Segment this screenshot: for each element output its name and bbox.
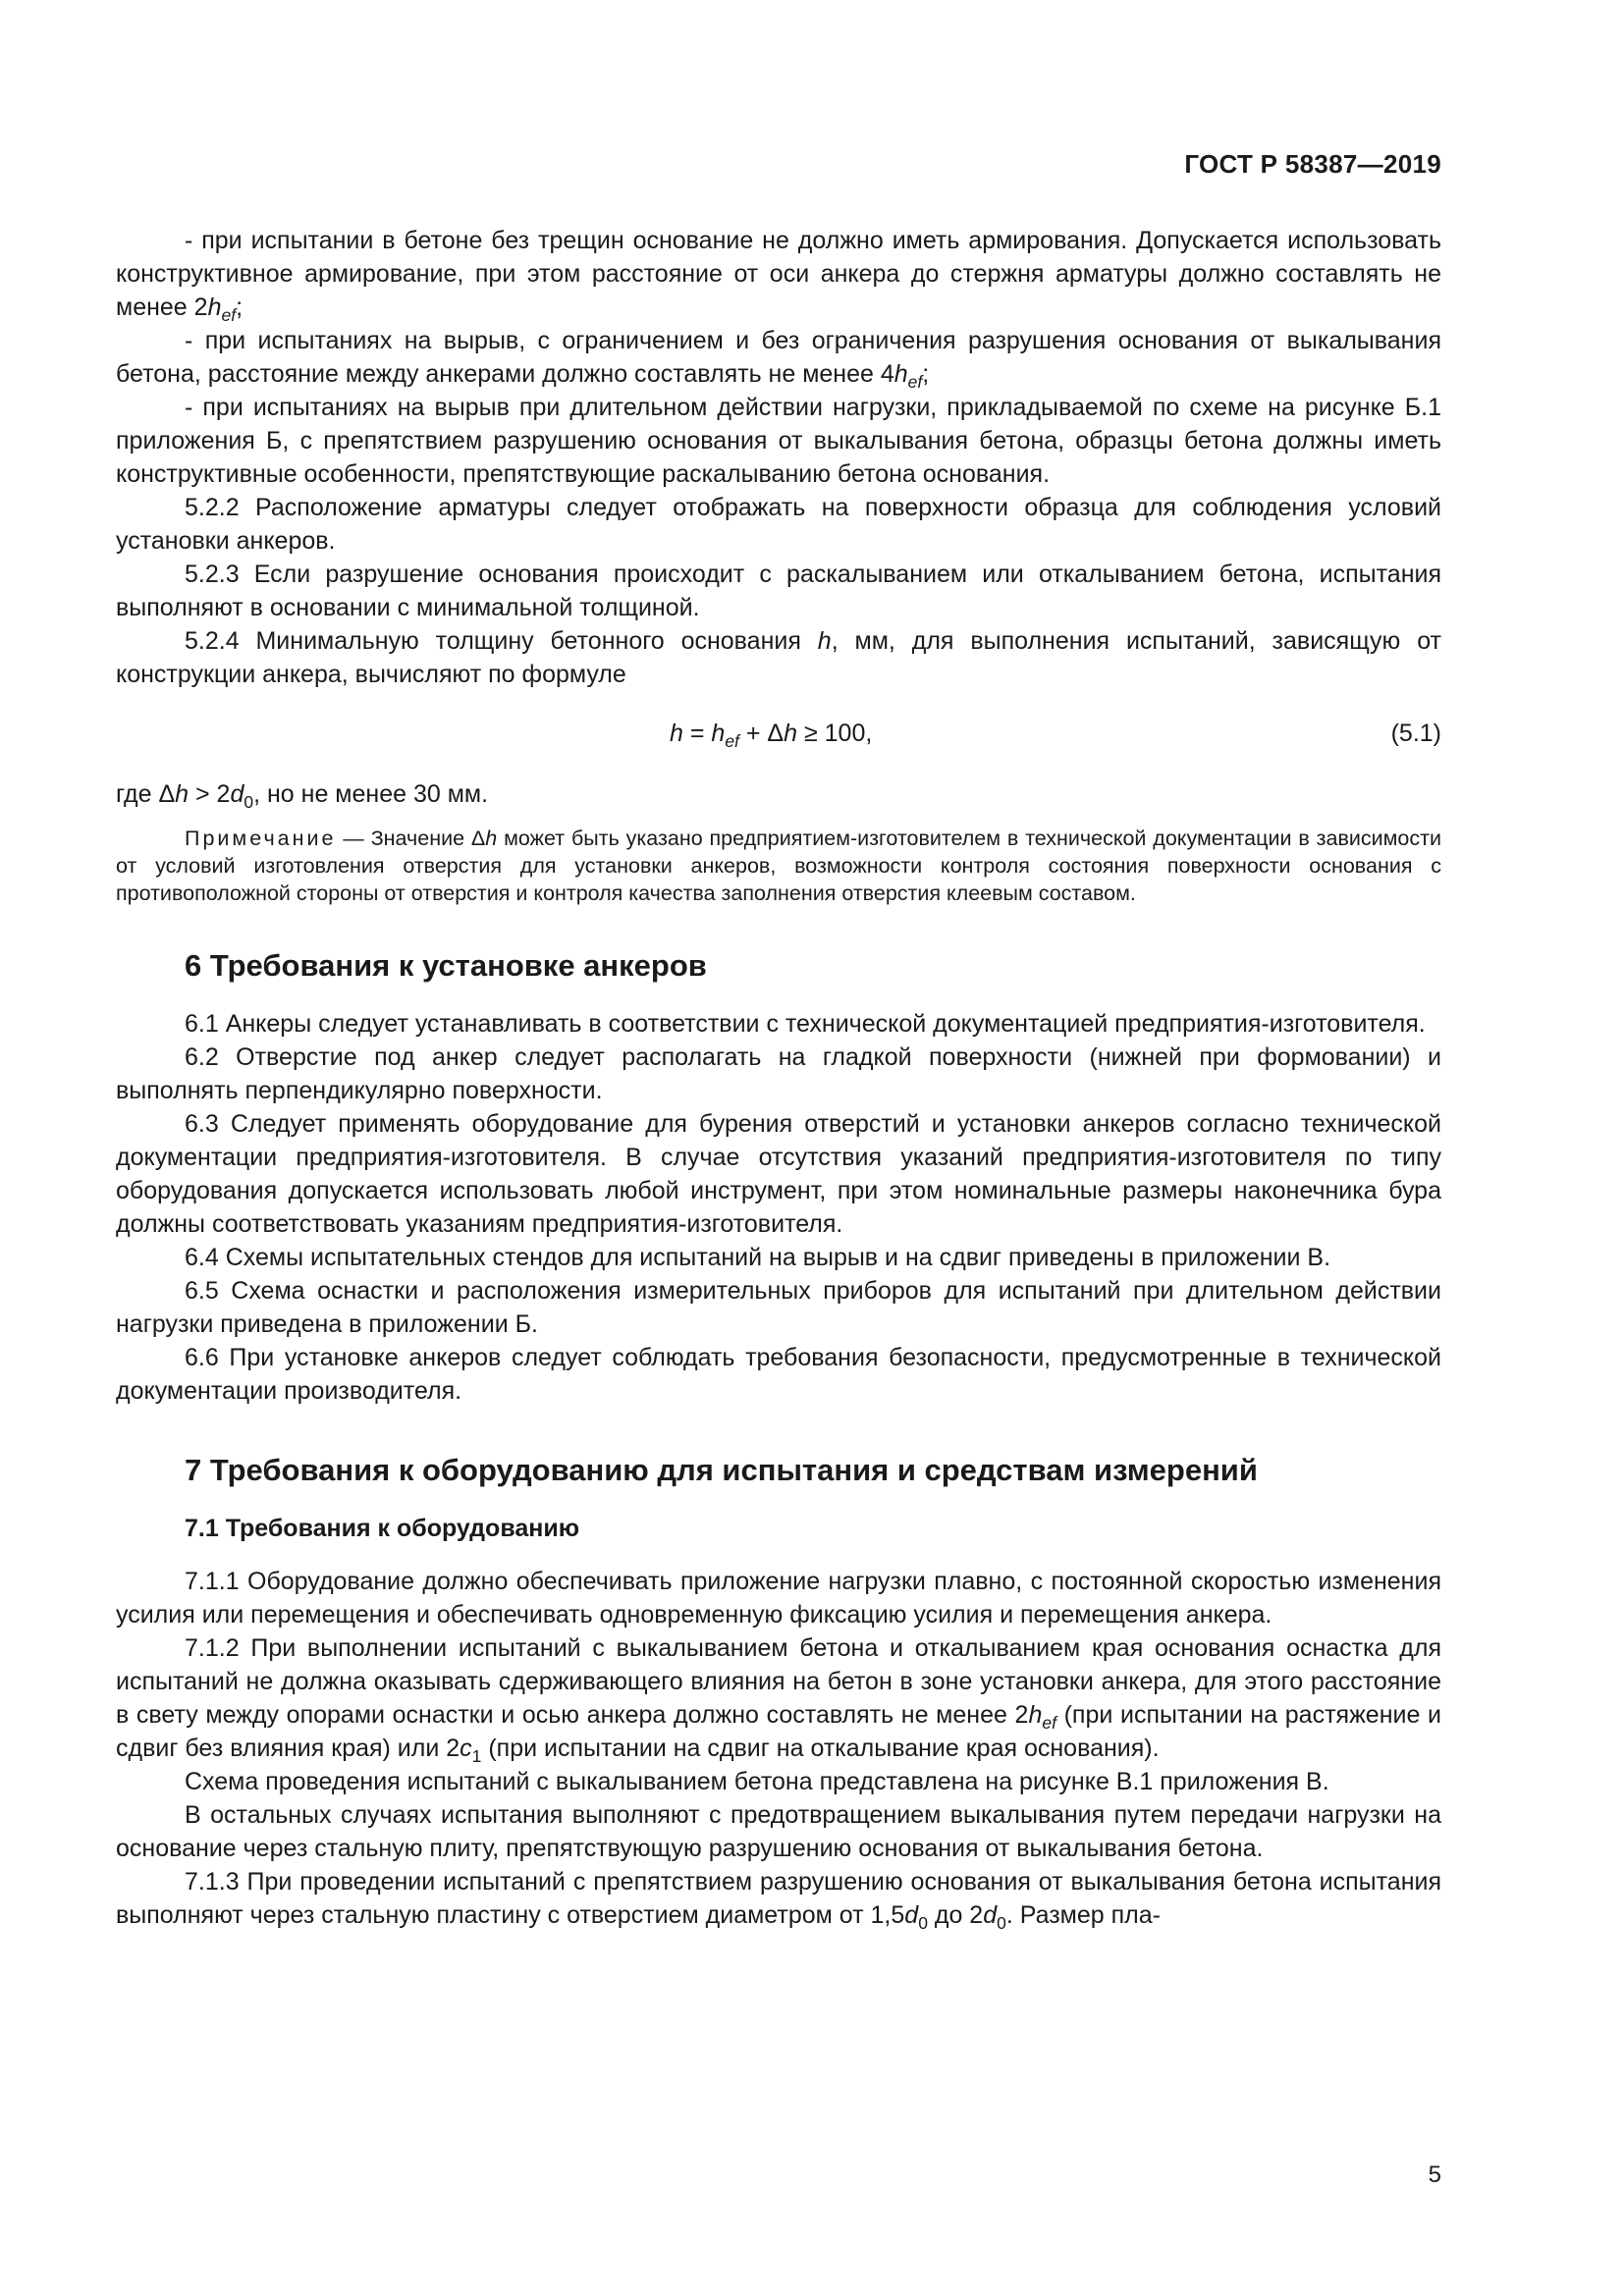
document-body	[116, 224, 1441, 1932]
paragraph-concrete-no-cracks: - при испытании в бетоне без трещин основание не должно иметь армирования. Допускается использовать конструктивное армирование, при этом расстояние от оси анкера до стержня арматуры должно составлять не менее $2h_{ef}$;	[116, 227, 1441, 326]
paragraph-6-3: 6.3 Следует применять оборудование для бурения отверстий и установки анкеров согласно технической документации предприятия-изготовителя. В случае отсутствия указаний предприятия-изготовителя по типу оборудования допускается использовать любой инструмент, при этом номинальные размеры наконечника бура должны соответствовать указаниям предприятия-изготовителя.	[116, 1110, 1441, 1238]
paragraph-6-6: 6.6 При установке анкеров следует соблюдать требования безопасности, предусмотренные в технической документации производителя.	[116, 1344, 1441, 1405]
page-number: 5	[1428, 2162, 1441, 2188]
paragraph-6-5: 6.5 Схема оснастки и расположения измерительных приборов для испытаний при длительном действии нагрузки приведена в приложении Б.	[116, 1277, 1441, 1338]
document-header: ГОСТ Р 58387—2019	[1184, 149, 1441, 179]
paragraph-7-1-3: 7.1.3 При проведении испытаний с препятствием разрушению основания от выкалывания бетона испытания выполняют через стальную пластину с отверстием диаметром от $1,5d_0$ до $2d_0$. Размер пла-	[116, 1868, 1441, 1934]
section-6-title: 6 Требования к установке анкеров	[185, 948, 707, 983]
paragraph-6-1: 6.1 Анкеры следует устанавливать в соответствии с технической документацией предприятия-изготовителя.	[185, 1010, 1426, 1038]
note-label: Примечание	[185, 827, 337, 850]
paragraph-scheme: Схема проведения испытаний с выкалыванием бетона представлена на рисунке В.1 приложения В.	[185, 1768, 1329, 1795]
paragraph-5-2-2: 5.2.2 Расположение арматуры следует отображать на поверхности образца для соблюдения условий установки анкеров.	[116, 494, 1441, 555]
paragraph-5-2-3: 5.2.3 Если разрушение основания происходит с раскалыванием или откалыванием бетона, испытания выполняют в основании с минимальной толщиной.	[116, 561, 1441, 621]
note: Примечание — Значение Δh может быть указано предприятием-изготовителем в технической документации в зависимости от условий изготовления отверстия для установки анкеров, возможности контроля состояния поверхности основания с противоположной стороны от отверстия и контроля качества заполнения отверстия клеевым составом.	[116, 827, 1441, 905]
formula-5-1	[116, 717, 1441, 750]
paragraph-long-term-load: - при испытаниях на вырыв при длительном действии нагрузки, прикладываемой по схеме на рисунке Б.1 приложения Б, с препятствием разрушению основания от выкалывания бетона, образцы бетона должны иметь конструктивные особенности, препятствующие раскалыванию бетона основания.	[116, 394, 1441, 488]
paragraph-5-2-4: 5.2.4 Минимальную толщину бетонного основания h, мм, для выполнения испытаний, зависящую от конструкции анкера, вычисляют по формуле	[116, 627, 1441, 688]
formula-number: (5.1)	[1390, 720, 1441, 747]
paragraph-pullout-spacing: - при испытаниях на вырыв, с ограничением и без ограничения разрушения основания от выкалывания бетона, расстояние между анкерами должно составлять не менее $4h_{ef}$;	[116, 327, 1441, 393]
section-7-title: 7 Требования к оборудованию для испытания и средствам измерений	[185, 1453, 1258, 1487]
paragraph-7-1-2: 7.1.2 При выполнении испытаний с выкалыванием бетона и откалыванием края основания оснастка для испытаний не должна оказывать сдерживающего влияния на бетон в зоне установки анкера, для этого расстояние в свету между опорами оснастки и осью анкера должно составлять не менее $2h_{ef}$ (при испытании на растяжение и сдвиг без влияния края) или $2c_1$ (при испытании на сдвиг на откалывание края основания).	[116, 1634, 1441, 1767]
paragraph-6-4: 6.4 Схемы испытательных стендов для испытаний на вырыв и на сдвиг приведены в приложении В.	[185, 1244, 1331, 1271]
paragraph-6-2: 6.2 Отверстие под анкер следует располагать на гладкой поверхности (нижней при формовании) и выполнять перпендикулярно поверхности.	[116, 1043, 1441, 1104]
formula-where-clause: где $\Delta h > 2d_0$, но не менее 30 мм.	[116, 780, 489, 813]
document-page	[116, 0, 1441, 2296]
paragraph-7-1-1: 7.1.1 Оборудование должно обеспечивать приложение нагрузки плавно, с постоянной скоростью изменения усилия или перемещения и обеспечивать одновременную фиксацию усилия и перемещения анкера.	[116, 1568, 1441, 1629]
subsection-7-1-title: 7.1 Требования к оборудованию	[185, 1515, 580, 1542]
formula-expression: $h = h_{ef} + \Delta h \ge 100$,	[670, 720, 873, 752]
paragraph-other-cases: В остальных случаях испытания выполняют с предотвращением выкалывания путем передачи нагрузки на основание через стальную плиту, препятствующую разрушению основания от выкалывания бетона.	[116, 1801, 1441, 1862]
